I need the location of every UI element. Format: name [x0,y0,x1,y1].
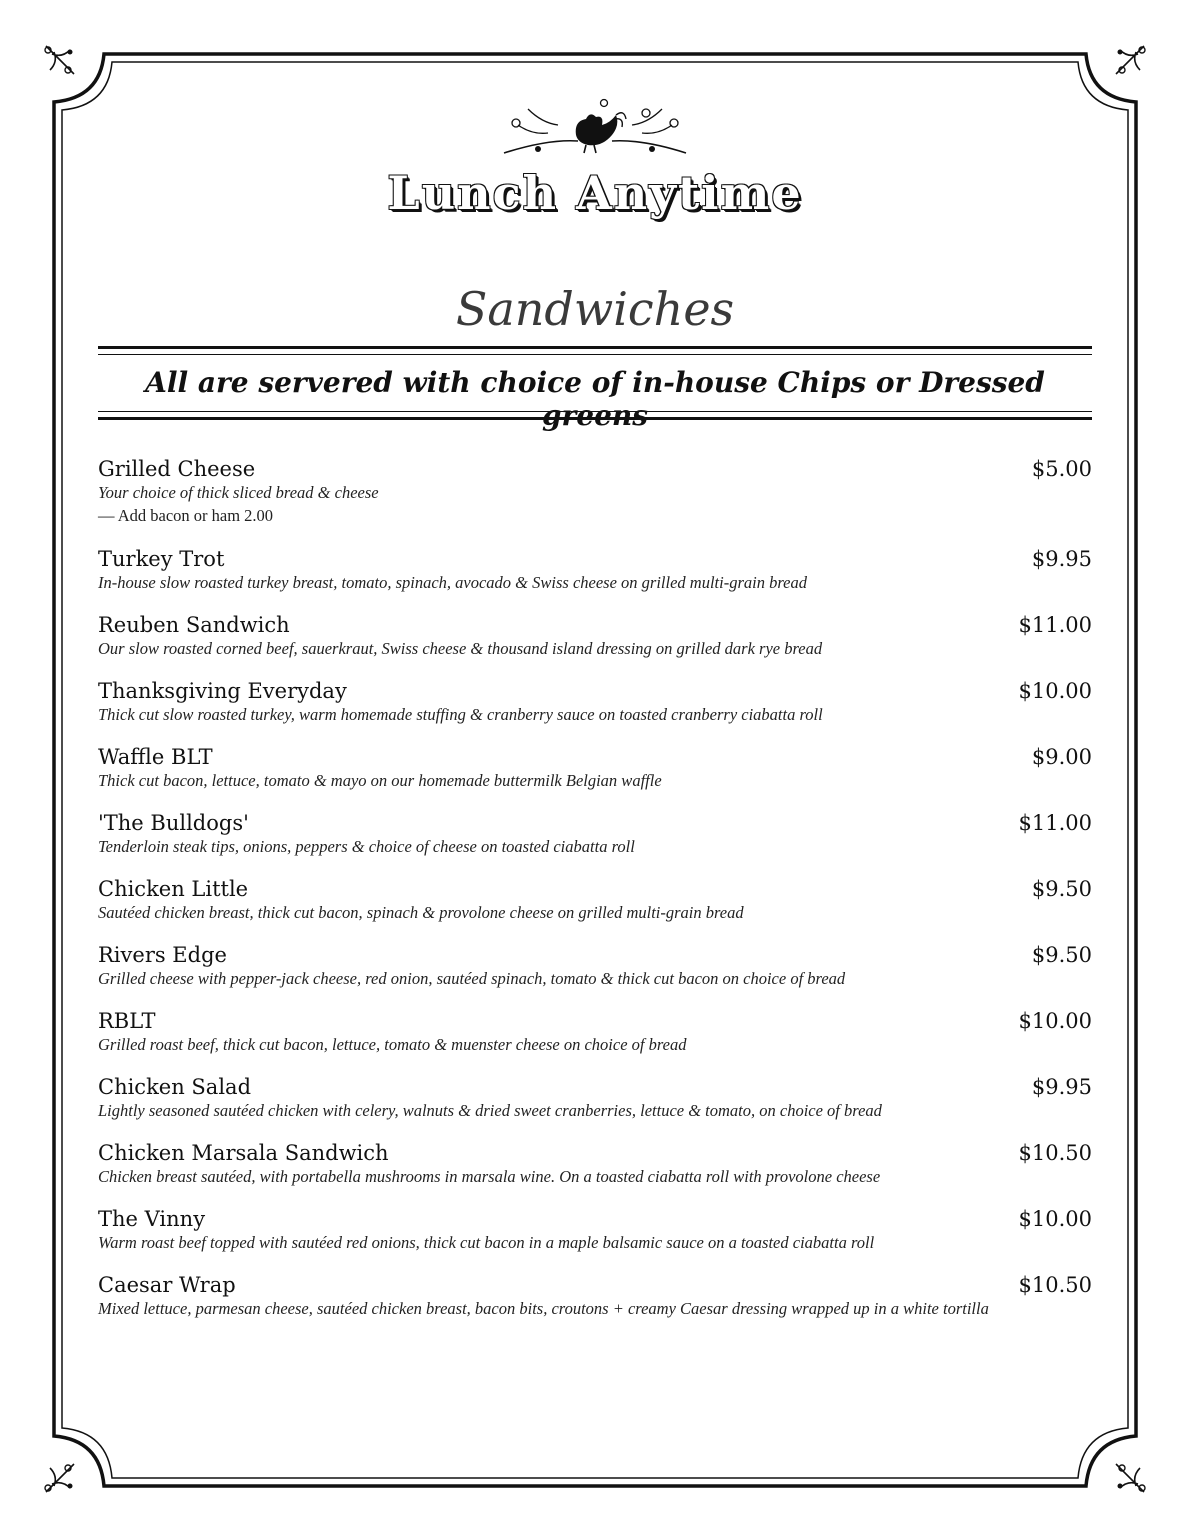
item-description: Warm roast beef topped with sautéed red onions, thick cut bacon in a maple balsamic sauce on a toasted ciabatta roll [98,1233,875,1252]
menu-item [98,612,1092,678]
divider [98,417,1092,420]
item-price: $10.50 [1018,1141,1092,1165]
menu-item [98,744,1092,810]
floral-corner-icon [1110,1458,1150,1498]
item-description: Lightly seasoned sautéed chicken with celery, walnuts & dried sweet cranberries, lettuce & tomato, on choice of bread [98,1101,882,1120]
menu-item [98,678,1092,744]
item-name: Reuben Sandwich [98,613,290,637]
item-description: Mixed lettuce, parmesan cheese, sautéed chicken breast, bacon bits, croutons + creamy Caesar dressing wrapped up in a white tortilla [98,1299,989,1318]
item-name: Waffle BLT [98,745,213,769]
item-name: Chicken Marsala Sandwich [98,1141,389,1165]
item-price: $9.00 [1031,745,1092,769]
menu-item [98,1206,1092,1272]
item-addon: — Add bacon or ham 2.00 [98,506,274,525]
rooster-floral-ornament-icon [498,95,692,165]
floral-corner-icon [40,40,80,80]
item-description: Grilled roast beef, thick cut bacon, lettuce, tomato & muenster cheese on choice of bread [98,1035,687,1054]
item-price: $9.95 [1031,1075,1092,1099]
item-description: Chicken breast sautéed, with portabella mushrooms in marsala wine. On a toasted ciabatta roll with provolone cheese [98,1167,881,1186]
menu-item [98,1074,1092,1140]
item-name: RBLT [98,1009,156,1033]
menu-item [98,546,1092,612]
menu-item [98,1140,1092,1206]
menu-item [98,1008,1092,1074]
floral-corner-icon [1110,40,1150,80]
menu-item [98,810,1092,876]
divider [98,354,1092,355]
item-description: Your choice of thick sliced bread & cheese [98,483,379,502]
item-description: Thick cut bacon, lettuce, tomato & mayo on our homemade buttermilk Belgian waffle [98,771,662,790]
item-name: Chicken Salad [98,1075,252,1099]
section-title: Sandwiches [455,282,735,336]
item-price: $9.50 [1031,877,1092,901]
item-description: In-house slow roasted turkey breast, tomato, spinach, avocado & Swiss cheese on grilled multi-grain bread [98,573,807,592]
item-name: Thanksgiving Everyday [98,679,347,703]
item-price: $10.00 [1018,1207,1092,1231]
floral-corner-icon [40,1458,80,1498]
menu-item [98,456,1092,546]
item-description: Thick cut slow roasted turkey, warm homemade stuffing & cranberry sauce on toasted cranberry ciabatta roll [98,705,823,724]
menu-list [98,456,1092,1338]
item-name: The Vinny [98,1207,206,1231]
menu-item [98,942,1092,1008]
page-title: Lunch Anytime [387,166,803,220]
section-subtitle: All are servered with choice of in-house Chips or Dressed greens [145,366,1045,432]
item-price: $5.00 [1031,457,1092,481]
item-price: $10.50 [1018,1273,1092,1297]
item-description: Grilled cheese with pepper-jack cheese, red onion, sautéed spinach, tomato & thick cut bacon on choice of bread [98,969,846,988]
item-price: $9.95 [1031,547,1092,571]
item-price: $9.50 [1031,943,1092,967]
item-description: Our slow roasted corned beef, sauerkraut, Swiss cheese & thousand island dressing on grilled dark rye bread [98,639,823,658]
item-description: Sautéed chicken breast, thick cut bacon, spinach & provolone cheese on grilled multi-grain bread [98,903,744,922]
menu-item [98,1272,1092,1338]
item-price: $10.00 [1018,679,1092,703]
divider [98,411,1092,412]
item-name: Rivers Edge [98,943,227,967]
divider [98,346,1092,349]
item-name: Caesar Wrap [98,1273,236,1297]
item-name: Grilled Cheese [98,457,256,481]
menu-item [98,876,1092,942]
item-price: $10.00 [1018,1009,1092,1033]
item-description: Tenderloin steak tips, onions, peppers & choice of cheese on toasted ciabatta roll [98,837,635,856]
item-name: Turkey Trot [98,547,225,571]
item-price: $11.00 [1018,613,1092,637]
item-price: $11.00 [1018,811,1092,835]
item-name: 'The Bulldogs' [98,811,249,835]
item-name: Chicken Little [98,877,249,901]
